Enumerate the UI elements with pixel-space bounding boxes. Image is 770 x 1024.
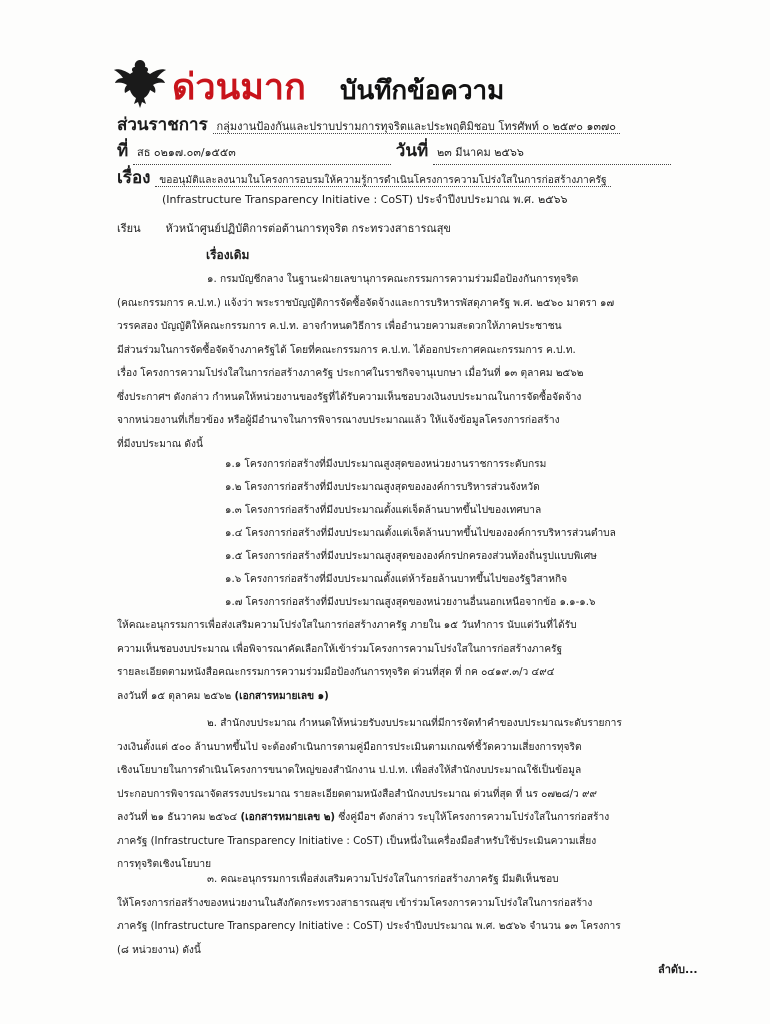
list-item: ๑.๒ โครงการก่อสร้างที่มีงบประมาณสูงสุดขององค์การบริหารส่วนจังหวัด — [225, 482, 540, 493]
garuda-emblem-icon — [112, 56, 168, 112]
paragraph-1 — [117, 268, 712, 456]
para-line: ภาครัฐ (Infrastructure Transparency Initiative : CoST) ประจำปีงบประมาณ พ.ศ. ๒๕๖๖ จำนวน ๑๓ โครงการ — [117, 921, 621, 932]
list-item: ๑.๓ โครงการก่อสร้างที่มีงบประมาณตั้งแต่เจ็ดล้านบาทขึ้นไปของเทศบาล — [225, 505, 542, 516]
agency-row — [117, 114, 620, 138]
agency-value: กลุ่มงานป้องกันและปราบปรามการทุจริตและประพฤติมิชอบ โทรศัพท์ ๐ ๒๕๙๐ ๑๓๗๐ — [213, 120, 620, 134]
ref-date-row — [117, 140, 671, 165]
date-label: วันที่ — [395, 141, 429, 161]
ref-label: ที่ — [117, 141, 129, 161]
list-item: ๑.๗ โครงการก่อสร้างที่มีงบประมาณสูงสุดของหน่วยงานอื่นนอกเหนือจากข้อ ๑.๑-๑.๖ — [225, 597, 596, 608]
date-value: ๒๓ มีนาคม ๒๕๖๖ — [433, 142, 671, 165]
para-line: ซึ่งประกาศฯ ดังกล่าว กำหนดให้หน่วยงานของรัฐที่ได้รับความเห็นชอบวงเงินงบประมาณในการจัดซื้อจัดจ้าง — [117, 391, 582, 403]
subject-value-line2: (Infrastructure Transparency Initiative : CoST) ประจำปีงบประมาณ พ.ศ. ๒๕๖๖ — [162, 193, 568, 206]
ref-value: สธ ๐๒๑๗.๐๓/๑๕๕๓ — [133, 142, 391, 165]
paragraph-2 — [117, 712, 712, 877]
para-line: ๒. สำนักงบประมาณ กำหนดให้หน่วยรับงบประมาณที่มีการจัดทำคำของบประมาณระดับรายการ — [207, 718, 622, 729]
to-label: เรียน — [117, 222, 141, 235]
agency-label: ส่วนราชการ — [117, 115, 208, 135]
list-item: ๑.๔ โครงการก่อสร้างที่มีงบประมาณตั้งแต่เจ็ดล้านบาทขึ้นไปขององค์การบริหารส่วนตำบล — [225, 528, 616, 539]
para-line: ให้คณะอนุกรรมการเพื่อส่งเสริมความโปร่งใสในการก่อสร้างภาครัฐ ภายใน ๑๕ วันทำการ นับแต่วันที่ได้รับ — [117, 620, 577, 631]
attachment-ref-1: (เอกสารหมายเลข ๑) — [234, 690, 329, 702]
para-line: เรื่อง โครงการความโปร่งใสในการก่อสร้างภาครัฐ ประกาศในราชกิจจานุเบกษา เมื่อวันที่ ๑๓ ตุลาคม ๒๕๖๒ — [117, 368, 584, 379]
para-line: การทุจริตเชิงนโยบาย — [117, 859, 212, 870]
para-line: ภาครัฐ (Infrastructure Transparency Initiative : CoST) เป็นหนึ่งในเครื่องมือสำหรับใช้ประเมินความเสี่ยง — [117, 835, 597, 847]
subject-value: ขออนุมัติและลงนามในโครงการอบรมให้ความรู้การดำเนินโครงการความโปร่งใสในการก่อสร้างภาครัฐ — [155, 175, 610, 187]
para-line: ลงวันที่ ๑๕ ตุลาคม ๒๕๖๒ (เอกสารหมายเลข ๑) — [117, 690, 329, 702]
subject-label: เรื่อง — [117, 168, 151, 188]
attachment-ref-2: (เอกสารหมายเลข ๒) — [240, 812, 336, 823]
para-line: จากหน่วยงานที่เกี่ยวข้อง หรือผู้มีอำนาจในการพิจารณางบประมาณแล้ว ให้แจ้งข้อมูลโครงการก่อสร้าง — [117, 415, 560, 426]
paragraph-1-continued — [117, 614, 712, 708]
list-item: ๑.๖ โครงการก่อสร้างที่มีงบประมาณตั้งแต่ห้าร้อยล้านบาทขึ้นไปของรัฐวิสาหกิจ — [225, 574, 568, 585]
para-line: ประกอบการพิจารณาจัดสรรงบประมาณ รายละเอียดตามหนังสือสำนักงบประมาณ ด่วนที่สุด ที่ นร ๐๗๒๘/ว ๙๙ — [117, 788, 597, 800]
para-line: ที่มีงบประมาณ ดังนี้ — [117, 438, 203, 450]
para-line: (๘ หน่วยงาน) ดังนี้ — [117, 944, 201, 956]
para-line: ๓. คณะอนุกรรมการเพื่อส่งเสริมความโปร่งใสในการก่อสร้างภาครัฐ มีมติเห็นชอบ — [207, 874, 559, 885]
para-line: ๑. กรมบัญชีกลาง ในฐานะฝ่ายเลขานุการคณะกรรมการความร่วมมือป้องกันการทุจริต — [207, 274, 579, 285]
para-line: วงเงินตั้งแต่ ๕๐๐ ล้านบาทขึ้นไป จะต้องดำเนินการตามคู่มือการประเมินตามเกณฑ์ชี้วัดความเสี่ยงการทุจริต — [117, 741, 582, 753]
para-line: รายละเอียดตามหนังสือคณะกรรมการความร่วมมือป้องกันการทุจริต ด่วนที่สุด ที่ กค ๐๔๑๙.๓/ว ๔๙๔ — [117, 667, 555, 678]
para-line: ลงวันที่ ๒๑ ธันวาคม ๒๕๖๔ (เอกสารหมายเลข ๒) ซึ่งคู่มือฯ ดังกล่าว ระบุให้โครงการความโปร่งใสในการก่อสร้าง — [117, 812, 610, 823]
para-line: ความเห็นชอบงบประมาณ เพื่อพิจารณาคัดเลือกให้เข้าร่วมโครงการความโปร่งใสในการก่อสร้างภาครัฐ — [117, 643, 563, 655]
para-line: มีส่วนร่วมในการจัดซื้อจัดจ้างภาครัฐได้ โดยที่คณะกรรมการ ค.ป.ท. ได้ออกประกาศคณะกรรมการ ค.ป.ท. — [117, 344, 576, 356]
para-line: เชิงนโยบายในการดำเนินโครงการขนาดใหญ่ของสำนักงาน ป.ป.ท. เพื่อส่งให้สำนักงบประมาณใช้เป็นข้อมูล — [117, 765, 582, 776]
para-line: วรรคสอง บัญญัติให้คณะกรรมการ ค.ป.ท. อาจกำหนดวิธีการ เพื่ออำนวยความสะดวกให้ภาคประชาชน — [117, 321, 562, 332]
continued-marker: ลำดับ... — [658, 963, 698, 976]
memo-title: บันทึกข้อความ — [340, 76, 505, 106]
list-item: ๑.๕ โครงการก่อสร้างที่มีงบประมาณสูงสุดขององค์กรปกครองส่วนท้องถิ่นรูปแบบพิเศษ — [225, 551, 597, 562]
para-line: (คณะกรรมการ ค.ป.ท.) แจ้งว่า พระราชบัญญัติการจัดซื้อจัดจ้างและการบริหารพัสดุภาครัฐ พ.ศ. ๒๕๖๐ มาตรา ๑๗ — [117, 297, 615, 309]
paragraph-3 — [117, 868, 712, 962]
para-line: ให้โครงการก่อสร้างของหน่วยงานในสังกัดกระทรวงสาธารณสุข เข้าร่วมโครงการความโปร่งใสในการก่อสร้าง — [117, 897, 593, 909]
section-heading: เรื่องเดิม — [206, 248, 250, 262]
to-row — [117, 218, 451, 240]
list-item: ๑.๑ โครงการก่อสร้างที่มีงบประมาณสูงสุดของหน่วยงานราชการระดับกรม — [225, 459, 547, 470]
urgency-stamp: ด่วนมาก — [172, 67, 306, 108]
to-value: หัวหน้าศูนย์ปฏิบัติการต่อต้านการทุจริต กระทรวงสาธารณสุข — [165, 222, 451, 235]
